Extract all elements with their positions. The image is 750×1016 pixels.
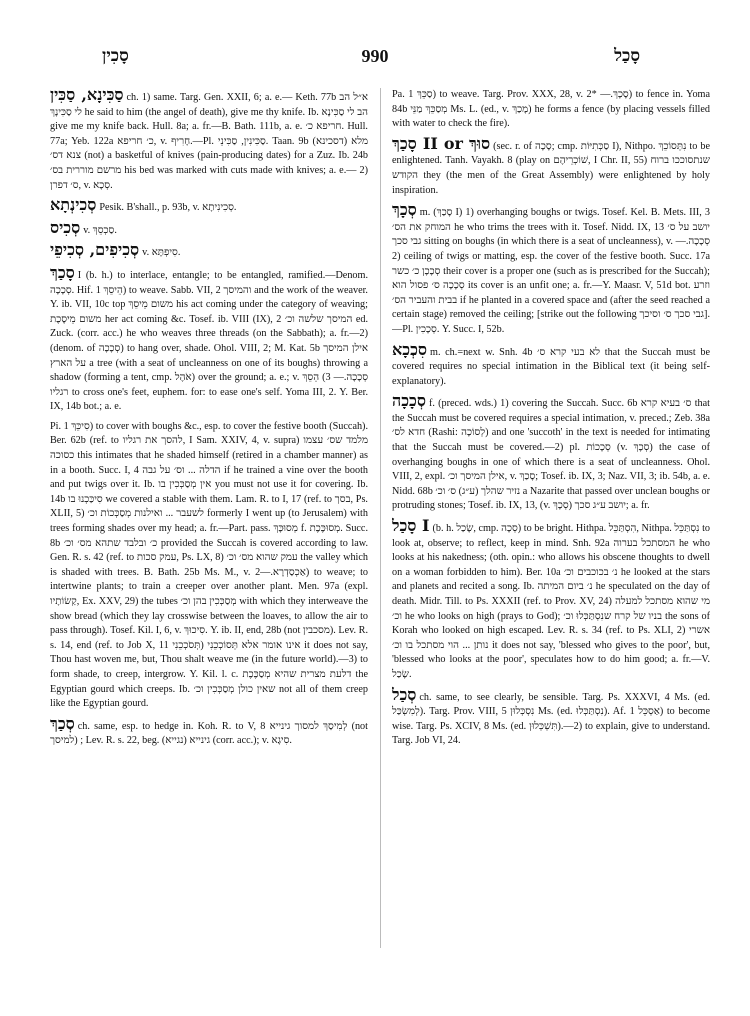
right-column	[392, 88, 710, 988]
dictionary-entry	[50, 262, 368, 415]
entry-headword: סְכִיפִים, סְכִיפֵי	[50, 240, 140, 260]
left-column	[50, 88, 368, 988]
dictionary-entry	[392, 200, 710, 337]
entry-definition: Pi. סִיכֵּךְ 1) to cover with boughs &c., esp. to cover the festive booth (Succah). Ber. 62b (ref. to להסך את רגליו, I Sam. XXIV, 4, v. supra) מלמד שס׳ עצמו כסוכה this intimates that he shaded himself (retired in a chamber manner) as in a booth. Succ. I, 4 הדלה ... וס׳ על גבה if he trained a vine over the booth and put twigs over it. Ib. אין מְסַכְּכִין בו you must not use it for covering. Ib. 14b סִיכַּכְנוּ בו we covered a stable with them. Lam. R. to I, 17 (ref. to בסך, Ps. XLII, 5) לשעבר ... ואילנות מְסַכְּכוֹת וכ׳ formerly I went up (to Jerusalem) with trees forming shades over my head; a. fr.—Part. pass. מְסוּכָּךְ f. מְסוּכֶּכֶת. Succ. 8b כ׳ ובלבד שתהא מס׳ וכ׳ provided the Succah is covered according to law. Gen. R. s. 42 (ref. to עמק סכות, Ps. LX, 8) עמק שהוא מס׳ וכ׳ the valley which is shaded with trees. B. Bath. 25b Ms. M., v. אַכְסַדְרָא.—2) to weave; to intertwine plants; to train a creeper over another plant. Men. 97a (expl. קַשׂוֹתָיו, Ex. XXV, 29) the tubes מְסַכְּכִין בהן וכ׳ with which they interweave the show bread (which they lay crosswise between the loaves, to allow the air to pass through). Tosef. Kil. I, 6, v. סִיכוּךְ. Y. ib. II, end, 28b (not מסכבין). Lev. R. s. 14, end (ref. to Job X, 11 תְּסֹכְכֵנִי) אינו אומר אלא תְּסוֹכְכֵנִי it does not say, Thou hast woven me, but, Thou shalt weave me (in the future world).—3) to form shade, to creep, intergrow. Y. Kil. l. c. דלעת מצרית שהיא מְסַכֶּכֶת the Egyptian gourd which creeps. Ib. שאין כולן מְסַכְּכִין וכ׳ not all of them creep like the Egyptian gourd.	[50, 420, 368, 710]
entry-definition: f. (preced. wds.) 1) covering the Succah. Succ. 6b ס׳ בעיא קרא that the Succah must be covered requires a special intimation, v. preced.; Zeb. 38a חדא לס׳ (Rashi: לְסוֹכָה) and one 'succoth' in the text is needed for intimating that the Succah must be covered.—2) pl. סְכָכוֹת (v. סְכָךְ) the case of overhanging boughs in one of which there is a seat of uncleanness. Ohol. VIII, 2, expl. אילן המיסך וכ׳, v. סָכַךְ; Tosef. ib. IX, 3; Naz. VII, 3; ib. 54b, a. e. Nidd. 68b נזיר שהלך (ע״ג) ס׳ וכ׳ a Nazarite that passed over unclean boughs or protruding stones; Tosef. ib. IX, 13, (v. סְכָךְ) יושב ע״ג סכך; a. fr.	[392, 398, 710, 512]
entry-headword: סְכַל	[392, 684, 417, 704]
dictionary-entry	[392, 339, 710, 390]
entry-headword: סְכִיס	[50, 217, 81, 237]
dictionary-entry	[50, 240, 368, 261]
entry-definition: (b. h. שָׂכַל, cmp. סְכָה) to be bright. Hithpa. הִסְתַּכֵּל, Nithpa. נִסְתַּכֵּל to look at, observe; to reflect, keep in mind. Snh. 92a המסתכל בערוה he who looks at his nakedness; (oth. opin.: who allows his obscene thoughts to dwell on a woman forbidden to him). Ber. 10a נ׳ בכוכבים וכ׳ he looked at the stars and planets and recited a song. Ib. נ׳ ביום המיתה he speculated on the day of death. Midr. Till. to Ps. XXXII (ref. to Prov. XV, 24) מי שהוא מסתכל למעלה וכ׳ he who looks on high (prays to God); בניו של קרח שנִסְתַּכְּלוּ וכ׳ the sons of Korah who looked on high escaped. Lev. R. s. 34 (ref. to Ps. XLI, 2) אשרי נותן ... הוי מסתכל בו וכ׳ it does not say, 'blessed who gives to the poor', but, 'blessed who looks at the poor', speculates how to do him good; a. fr.—V. שָׂכַל.	[392, 523, 710, 680]
entry-headword: סְכָךְ	[392, 200, 417, 220]
entry-definition: I (b. h.) to interlace, entangle; to be entangled, ramified.—Denom. סְכָכָה. Hif. הֵיסֵךְ 1) to weave. Sabb. VII, 2 והמיסך and the work of the weaver. Y. ib. VII, 10c top משום מֵיסֵךְ his act coming under the category of weaving; משום מֵיסֶכֶת her act coming &c. Tosef. ib. VIII (IX), 2 המיסך שלשה וכ׳ ed. Zuck. (corr. acc.) he who weaves three threads (on the Sabbath); a. fr.—2) (denom. of סְכָכָה) to hang over, shade. Ohol. VIII, 2; M. Kat. 5b אילן המיסך על הארץ a tree (with a seat of uncleanness on one of its boughs) throwing a shadow (forming a tent, cmp. אֹהֶל) over the ground; a. e.; v. סְכָכָה.— 3) הֵסֵךְ רגליו to cross one's feet, euphem. for: to ease one's self. Yoma III, 2. Y. Ber. IX, 14b bot.; a. e.	[50, 269, 368, 413]
dictionary-entry	[392, 684, 710, 749]
dictionary-columns	[50, 88, 710, 988]
entry-headword: סְכִינְתָא	[50, 195, 97, 215]
entry-headword: סִכְכָא	[392, 339, 428, 359]
dictionary-entry	[392, 133, 710, 198]
entry-definition: ch. same, to see clearly, be sensible. Targ. Ps. XXXVI, 4 Ms. (ed. לְמִשְׂכַּל). Targ. Prov. VIII, 5 נִסְכְּלוּן Ms. (ed. נִסְתַּכְּלוּ). Af. אַסְכֵּל 1) to become wise. Targ. Ps. XCIV, 8 Ms. (ed. תִּשְׁכְּלוּן).—2) to explain, give to understand. Targ. Job VI, 24.	[392, 691, 710, 747]
entry-headword: סָכַךְ II or סוּךְ	[392, 133, 491, 153]
dictionary-entry	[50, 217, 368, 239]
dictionary-entry	[50, 420, 368, 712]
entry-headword: סְכַךְ	[50, 713, 75, 733]
dictionary-entry	[50, 88, 368, 193]
entry-headword: סָכַל I	[392, 516, 430, 536]
entry-definition: (sec. r. of סָכָה; cmp. סַכְּתִיּוֹת I), Nithpo. נִתְּסוֹכֵךְ to be enlightened. Tanh. Vayakh. 8 (play on שׁוֹכְרֵיהֶם, I Chr. II, 55) שנתסוככו ברוח הקודש they (the men of the Great Assembly) were enlightened by holy inspiration.	[392, 140, 710, 196]
dictionary-entry	[50, 713, 368, 749]
entry-headword: סָכַךְ	[50, 262, 75, 282]
dictionary-entry	[392, 391, 710, 514]
entry-definition: Pa. סַכֵּךְ 1) to weave. Targ. Prov. XXX, 28, v. סָכָךְ.— *2) to fence in. Yoma 84b מְסַכֵּךְ מַנֵּי Ms. L. (ed., v. מָכַךְ) he forms a fence (by placing vessels filled with water to check the fire).	[392, 89, 710, 130]
header-left-guide-word: סָכִין	[102, 46, 129, 65]
entry-definition: v. סִיפְתָּא.	[142, 247, 181, 259]
entry-definition: ch. 1) same. Targ. Gen. XXII, 6; a. e.— Keth. 77b א״ל הב לי סַכִּינָךְ he said to him (the angel of death), give me thy knife. Ib. הב לי סַכִּינָא give me my knife back. Hull. 8a; a. fr.—B. Bath. 111b, a. e. חריפא כ׳. Hull. 77a; Yeb. 122a כ׳ חריפא, v. חָרִיף.—Pl. סַכִּינִין, סַכִּינֵי. Taan. 9b (דסכינא) מלא צנא דס׳ (not) a basketful of knives (pain-producing dates) for a Zuz. Ib. 24b מרשם מוררית בס׳ his bed was marked with cuts made with knives; a. e.— 2) ס׳ דפרן, v. סְכָא.	[50, 92, 368, 191]
dictionary-entry	[392, 516, 710, 683]
entry-definition: m. ch.=next w. Snh. 4b לא בעי קרא ס׳ that the Succah must be covered requires no special intimation in the Biblical text (it being self-explanatory).	[392, 346, 710, 387]
entry-definition: Pesik. B'shall., p. 93b, v. סְכִינִיתָא.	[99, 202, 237, 214]
running-header	[40, 46, 710, 74]
entry-headword: סְכָכָה	[392, 391, 426, 411]
entry-definition: m. (סָכַךְ I) 1) overhanging boughs or twigs. Tosef. Kel. B. Mets. III, 3 המוחק את הס׳ he who trims the trees with it. Tosef. Nidd. IX, 13 יושב על ס׳ גבי סכך sitting on boughs (in which there is a seat of uncleanness), v. סְכָכָה.—2) ceiling of twigs or matting, esp. the cover of the festive booth. Succ. 17a סְכָכָן כ׳ כשר their cover is a proper one (such as is prescribed for the Succah); סְכָכָה ס׳ פסול הוא its cover is an unfit one; a. fr.—Y. Maasr. V, 51d bot. וזרע בבית והעביר הס׳ if he planted in a covered space and (after the seed reached a certain stage) removed the ceiling; [strike out the following גבי סכך ס׳ וסיכך].—Pl. סְכָכִין. Y. Succ. I, 52b.	[392, 207, 710, 335]
entry-definition: v. סַכְסֵךְ.	[83, 224, 117, 236]
entry-definition: ch. same, esp. to hedge in. Koh. R. to V, 8 לְמִיסַךְ למסוך גינייא (not למיסך) ; Lev. R. s. 22, beg. (גינייא (נגייא (corr. acc.); v. סִיגָא.	[50, 720, 368, 747]
dictionary-entry	[50, 195, 368, 216]
dictionary-entry	[392, 88, 710, 132]
column-divider	[380, 88, 381, 948]
entry-headword: סַכִּינָא, סַכִּין	[50, 88, 124, 104]
page-number: 990	[361, 46, 389, 66]
header-right-guide-word: סָכַל	[614, 46, 640, 65]
